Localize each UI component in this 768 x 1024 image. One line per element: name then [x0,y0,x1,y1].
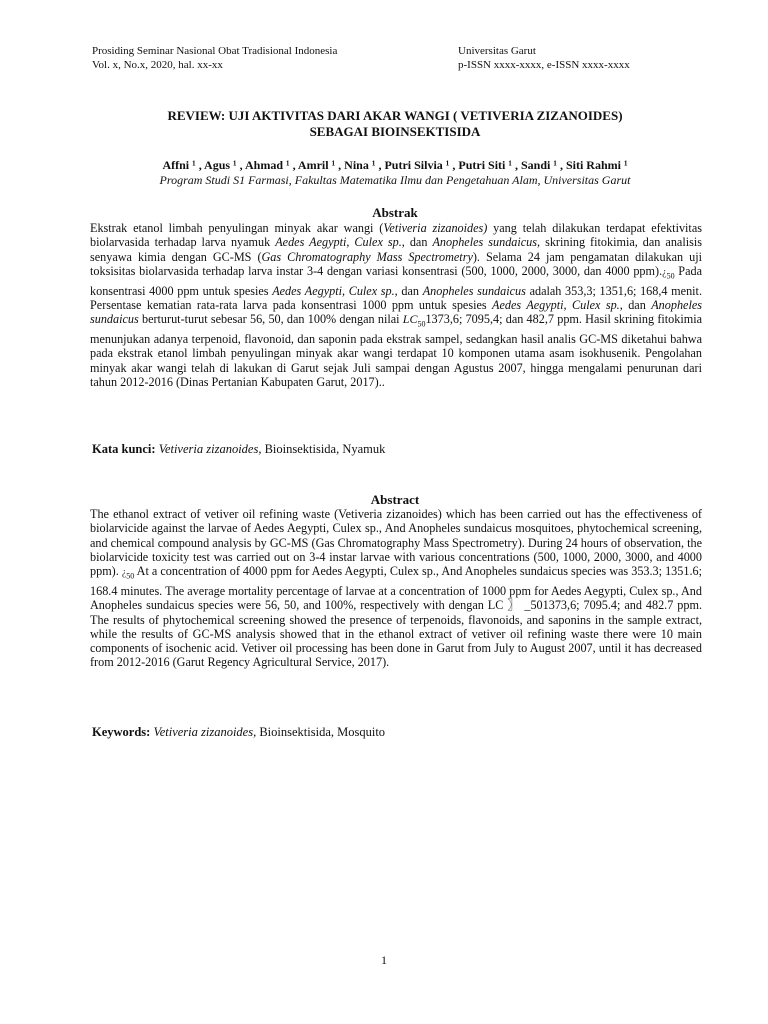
keywords: Keywords: Vetiveria zizanoides, Bioinsektisida, Mosquito [92,725,386,739]
issn: p-ISSN xxxx-xxxx, e-ISSN xxxx-xxxx [458,59,630,71]
paper-title [90,108,700,140]
abstrak-heading: Abstrak [372,205,418,220]
author-block [90,158,700,188]
author-names: Affni ¹ , Agus ¹ , Ahmad ¹ , Amril ¹ , Nina ¹ , Putri Silvia ¹ , Putri Siti ¹ , Sandi ¹ , Siti Rahmi ¹ [162,158,628,172]
kata-kunci-label: Kata kunci: [92,442,156,456]
journal-volume: Vol. x, No.x, 2020, hal. xx-xx [92,59,223,71]
author-affiliation: Program Studi S1 Farmasi, Fakultas Matematika Ilmu dan Pengetahuan Alam, Universitas Garut [159,173,631,187]
journal-name: Prosiding Seminar Nasional Obat Tradisional Indonesia [92,45,338,57]
inverted-question-symbol: ¿ [121,567,127,579]
keywords-label: Keywords: [92,725,151,739]
lc-symbol: LC [402,312,418,327]
journal-header-left [92,44,337,72]
inverted-question-symbol: ¿ [662,266,667,278]
title-line-2: SEBAGAI BIOINSEKTISIDA [309,124,481,139]
abstrak-body: Ekstrak etanol limbah penyulingan minyak akar wangi (Vetiveria zizanoides) yang telah dilakukan terdapat efektivitas biolarvasida terhadap larva nyamuk Aedes Aegypti, Culex sp., dan Anopheles sundaicus, skrining fitokimia, dan analisis senyawa kimia dengan GC-MS (Gas Chromatography Mass Spectrometry). Selama 24 jam pengamatan dilakukan uji toksisitas biolarvasida terhadap larva instar 3-4 dengan variasi konsentrasi (500, 1000, 2000, 3000, dan 4000 $ppm).¿_{50}$ Pada konsentrasi 4000 ppm untuk spesies Aedes Aegypti, Culex sp., dan Anopheles sundaicus adalah 353,3; 1351,6; 168,4 menit. Persentase kematian rata-rata larva pada konsentrasi 1000 ppm untuk spesies Aedes Aegypti, Culex sp., dan Anopheles sundaicus berturut-turut sebesar 56, 50, dan 100% dengan nilai $LC_{50}1373,6$; 7095,4; dan 482,7 ppm. Hasil skrining fitokimia menunjukan adanya terpenoid, flavonoid, dan saponin pada ekstrak sampel, sedangkan hasil analis GC-MS diketahui bahwa pada ekstrak etanol limbah penyulingan minyak akar wangi terdapat 10 komponen utama asam isokhusenik. Pengolahan minyak akar wangi telah di lakukan di Garut sejak Juli sampai dengan Agustus 2007, hingga mengalami penurunan dari tahun 2012-2016 (Dinas Pertanian Kabupaten Garut, 2017).. [90,221,702,389]
university-name: Universitas Garut [458,45,536,57]
kata-kunci: Kata kunci: Vetiveria zizanoides, Bioinsektisida, Nyamuk [92,442,386,456]
bracket-symbol: 〗 [507,598,521,613]
journal-header-right [458,44,630,72]
page-number: 1 [381,953,387,967]
title-line-1: REVIEW: UJI AKTIVITAS DARI AKAR WANGI ( VETIVERIA ZIZANOIDES) [167,108,623,123]
abstract-heading: Abstract [370,492,420,507]
abstract-body: The ethanol extract of vetiver oil refining waste (Vetiveria zizanoides) which has been carried out has the effectiveness of biolarvicide against the larvae of Aedes Aegypti, Culex sp., And Anopheles sundaicus mosquitoes, phytochemical screening, and chemical compound analysis by GC-MS (Gas Chromatography Mass Spectrometry). During 24 hours of observation, the biolarvicide toxicity test was carried out on 3-4 instar larvae with various concentrations (500, 1000, 2000, 3000, and 4000 ppm). ¿$_{50}$ At a concentration of 4000 ppm for Aedes Aegypti, Culex sp., And Anopheles sundaicus species was 353.3; 1351.6; 168.4 minutes. The average mortality percentage of larvae at a concentration of 1000 ppm for Aedes Aegypti, Culex sp., And Anopheles sundaicus species were 56, 50, and 100%, respectively with dengan LC 〗 _501373,6; 7095.4; and 482.7 ppm. The results of phytochemical screening showed the presence of terpenoids, flavonoids, and saponins in the sample extract, while the results of GC-MS analysis showed that in the ethanol extract of vetiver oil refining waste there were 10 main components of isochenic acid. Vetiver oil processing has been done in Garut from July to August 2007, until it has decreased from 2012-2016 (Garut Regency Agricultural Service, 2017). [90,507,702,670]
